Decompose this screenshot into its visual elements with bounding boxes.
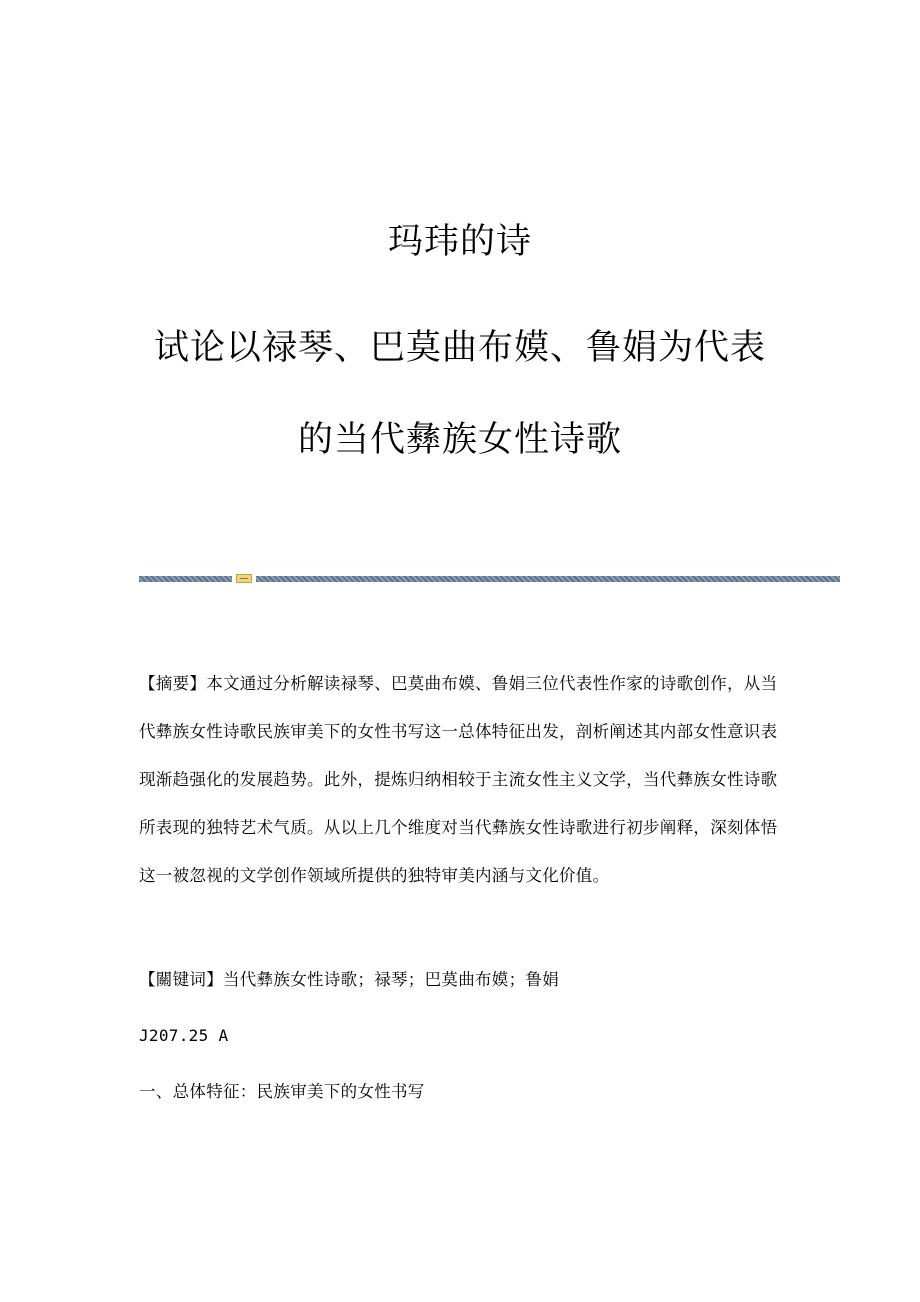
keywords-line: 【關键词】当代彝族女性诗歌；禄琴；巴莫曲布嫫；鲁娟 xyxy=(139,970,559,989)
divider-bar-right xyxy=(256,576,840,582)
decorative-divider xyxy=(139,574,840,583)
title-line-3: 的当代彝族女性诗歌 xyxy=(297,420,622,460)
section-heading: 一、总体特征：民族审美下的女性书写 xyxy=(139,1082,425,1101)
divider-ornament-icon xyxy=(236,574,252,583)
divider-bar-left xyxy=(139,576,232,582)
title-line-2: 试论以禄琴、巴莫曲布嫫、鲁娟为代表 xyxy=(153,328,766,368)
title-line-1: 玛玮的诗 xyxy=(387,222,532,262)
abstract-paragraph: 【摘要】本文通过分析解读禄琴、巴莫曲布嫫、鲁娟三位代表性作家的诗歌创作，从当代彝族女性诗歌民族审美下的女性书写这一总体特征出发，剖析阐述其内部女性意识表现渐趋强化的发展趋势。此外，提炼归纳相较于主流女性主义文学，当代彝族女性诗歌所表现的独特艺术气质。从以上几个维度对当代彝族女性诗歌进行初步阐释，深刻体悟这一被忽视的文学创作领域所提供的独特审美内涵与文化价值。 xyxy=(139,674,778,885)
classification-number: J207.25 A xyxy=(139,1026,229,1045)
